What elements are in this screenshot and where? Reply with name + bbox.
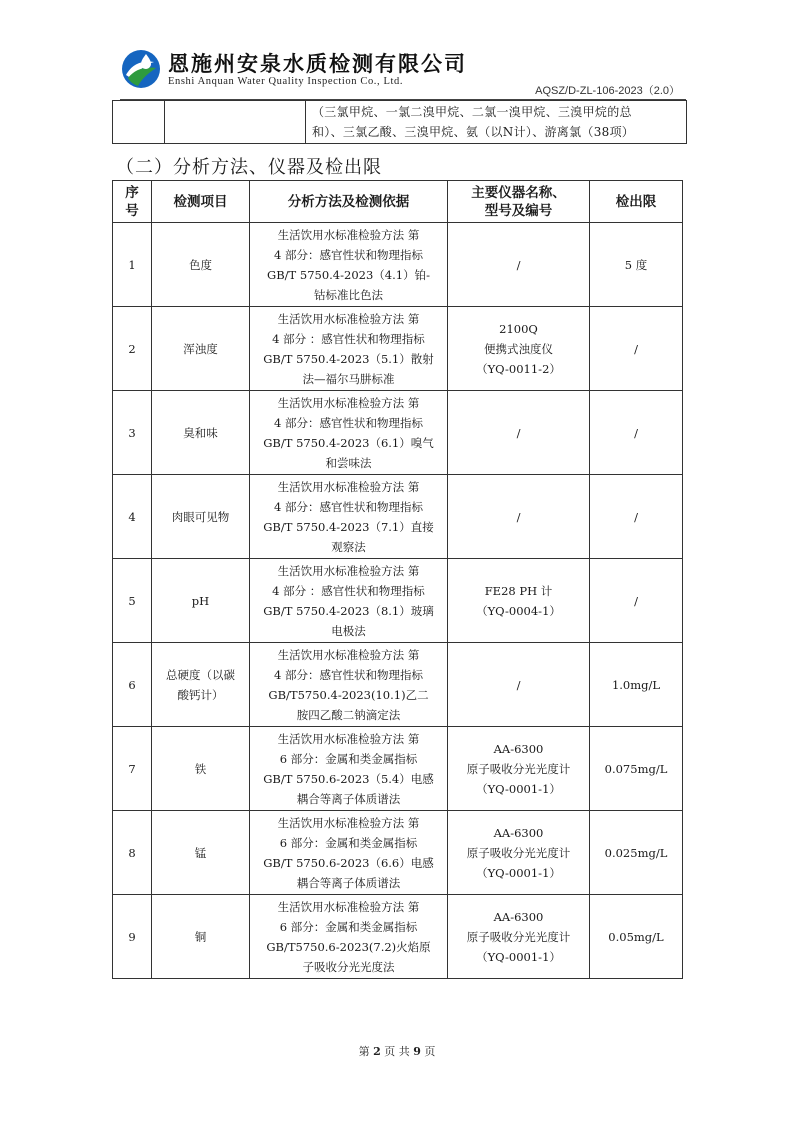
- instrument-line: AA-6300: [493, 825, 544, 840]
- header-method: 分析方法及检测依据: [250, 181, 448, 223]
- method-line: 4 部分：感官性状和物理指标: [274, 415, 423, 430]
- footer-suffix: 页: [424, 1045, 436, 1058]
- cell-method: [250, 643, 448, 727]
- instrument-line: 便携式浊度仪: [484, 341, 553, 356]
- cell-instrument: [448, 811, 590, 895]
- method-line: GB/T 5750.4-2023（4.1）铂-: [267, 267, 430, 282]
- method-line: 4 部分：感官性状和物理指标: [274, 499, 423, 514]
- cell-item: pH: [152, 559, 250, 643]
- footer-prefix: 第: [358, 1045, 370, 1058]
- method-line: 生活饮用水标准检验方法 第: [277, 647, 420, 662]
- instrument-line: （YQ-0001-1）: [476, 781, 561, 796]
- table-row: [113, 307, 683, 391]
- cell-limit: /: [590, 307, 683, 391]
- method-line: 6 部分：金属和类金属指标: [279, 835, 418, 850]
- cell-instrument: [448, 475, 590, 559]
- header-limit: 检出限: [590, 181, 683, 223]
- cell-method: [250, 475, 448, 559]
- method-line: 4 部分：感官性状和物理指标: [274, 247, 423, 262]
- method-line: GB/T5750.6-2023(7.2)火焰原: [266, 939, 431, 954]
- instrument-line: （YQ-0001-1）: [476, 949, 561, 964]
- cell-method: [250, 307, 448, 391]
- cell-instrument: [448, 895, 590, 979]
- continuation-cell-empty-2: [165, 101, 306, 144]
- header-no: [113, 181, 152, 223]
- table-row: [113, 811, 683, 895]
- cell-method: [250, 223, 448, 307]
- method-line: 钴标准比色法: [314, 287, 383, 302]
- company-name-cn: 恩施州安泉水质检测有限公司: [168, 51, 467, 76]
- method-line: GB/T5750.4-2023(10.1)乙二: [268, 687, 429, 702]
- cell-method: [250, 391, 448, 475]
- table-row: [113, 895, 683, 979]
- cell-instrument: [448, 727, 590, 811]
- continuation-table: [112, 100, 687, 144]
- cell-item: [152, 643, 250, 727]
- continuation-cell-text: [306, 101, 687, 144]
- table-row: [113, 643, 683, 727]
- instrument-line: 原子吸收分光光度计: [466, 929, 571, 944]
- item-line: 酸钙计）: [177, 687, 224, 702]
- footer-total-pages: 9: [413, 1045, 421, 1058]
- section-title: （二）分析方法、仪器及检出限: [116, 157, 382, 178]
- cell-method: [250, 559, 448, 643]
- method-line: 法—福尔马肼标准: [302, 371, 395, 386]
- table-header-row: [113, 181, 683, 223]
- cell-limit: 0.05mg/L: [590, 895, 683, 979]
- cell-limit: 0.075mg/L: [590, 727, 683, 811]
- instrument-line: （YQ-0004-1）: [476, 603, 561, 618]
- cell-no: 8: [113, 811, 152, 895]
- table-row: [113, 475, 683, 559]
- company-name-en: Enshi Anquan Water Quality Inspection Co., Ltd.: [168, 76, 404, 87]
- method-line: 耦合等离子体质谱法: [296, 875, 401, 890]
- header-instrument-line: 型号及编号: [484, 202, 553, 219]
- method-line: GB/T 5750.6-2023（5.4）电感: [263, 771, 434, 786]
- method-line: GB/T 5750.4-2023（7.1）直接: [263, 519, 434, 534]
- cell-item: 浑浊度: [152, 307, 250, 391]
- method-line: 电极法: [331, 623, 366, 638]
- header-instrument: [448, 181, 590, 223]
- cell-method: [250, 811, 448, 895]
- cell-instrument: [448, 307, 590, 391]
- method-line: 耦合等离子体质谱法: [296, 791, 401, 806]
- instrument-line: /: [516, 677, 521, 692]
- table-row: [113, 727, 683, 811]
- page-header: [120, 46, 686, 98]
- instrument-line: （YQ-0001-1）: [476, 865, 561, 880]
- cell-limit: /: [590, 475, 683, 559]
- method-line: 胺四乙酸二钠滴定法: [296, 707, 401, 722]
- cell-item: 臭和味: [152, 391, 250, 475]
- cell-no: 5: [113, 559, 152, 643]
- instrument-line: 原子吸收分光光度计: [466, 761, 571, 776]
- method-line: 和尝味法: [325, 455, 372, 470]
- cell-no: 6: [113, 643, 152, 727]
- method-line: 生活饮用水标准检验方法 第: [277, 479, 420, 494]
- method-line: 观察法: [331, 539, 366, 554]
- instrument-line: 2100Q: [499, 321, 538, 336]
- continuation-cell-empty-1: [113, 101, 165, 144]
- cell-method: [250, 895, 448, 979]
- cell-no: 2: [113, 307, 152, 391]
- cell-item: 铁: [152, 727, 250, 811]
- cell-limit: /: [590, 559, 683, 643]
- continuation-row: [113, 101, 687, 144]
- cell-limit: 5 度: [590, 223, 683, 307]
- cell-item: 锰: [152, 811, 250, 895]
- table-row: [113, 391, 683, 475]
- cell-limit: /: [590, 391, 683, 475]
- cell-method: [250, 727, 448, 811]
- header-no-line: 号: [125, 202, 139, 219]
- continuation-line: （三氯甲烷、一氯二溴甲烷、二氯一溴甲烷、三溴甲烷的总: [312, 105, 632, 119]
- table-row: [113, 559, 683, 643]
- footer-page-number: 2: [373, 1045, 381, 1058]
- header-item: 检测项目: [152, 181, 250, 223]
- cell-no: 3: [113, 391, 152, 475]
- instrument-line: AA-6300: [493, 741, 544, 756]
- cell-item: 铜: [152, 895, 250, 979]
- method-line: GB/T 5750.4-2023（6.1）嗅气: [263, 435, 434, 450]
- method-line: GB/T 5750.4-2023（8.1）玻璃: [263, 603, 434, 618]
- instrument-line: FE28 PH 计: [484, 583, 553, 598]
- method-line: 生活饮用水标准检验方法 第: [277, 815, 420, 830]
- header-no-line: 序: [125, 184, 139, 201]
- method-line: GB/T 5750.4-2023（5.1）散射: [263, 351, 434, 366]
- method-line: 生活饮用水标准检验方法 第: [277, 227, 420, 242]
- instrument-line: AA-6300: [493, 909, 544, 924]
- instrument-line: （YQ-0011-2）: [476, 361, 561, 376]
- cell-limit: 0.025mg/L: [590, 811, 683, 895]
- cell-instrument: [448, 223, 590, 307]
- method-line: 6 部分：金属和类金属指标: [279, 751, 418, 766]
- cell-item: 色度: [152, 223, 250, 307]
- water-drop-logo-icon: [120, 48, 162, 90]
- instrument-line: /: [516, 257, 521, 272]
- method-line: 生活饮用水标准检验方法 第: [277, 311, 420, 326]
- page-footer: [0, 1043, 794, 1059]
- method-line: 4 部分 ：感官性状和物理指标: [272, 331, 425, 346]
- instrument-line: /: [516, 425, 521, 440]
- header-instrument-line: 主要仪器名称、: [471, 184, 566, 201]
- cell-limit: 1.0mg/L: [590, 643, 683, 727]
- cell-no: 4: [113, 475, 152, 559]
- methods-table: [112, 180, 683, 979]
- cell-instrument: [448, 391, 590, 475]
- cell-no: 1: [113, 223, 152, 307]
- continuation-line: 和）、三氯乙酸、三溴甲烷、氨（以N计）、游离氯（38项）: [312, 125, 635, 139]
- cell-instrument: [448, 643, 590, 727]
- method-line: 生活饮用水标准检验方法 第: [277, 731, 420, 746]
- footer-middle: 页 共: [384, 1045, 410, 1058]
- instrument-line: 原子吸收分光光度计: [466, 845, 571, 860]
- method-line: 生活饮用水标准检验方法 第: [277, 563, 420, 578]
- cell-instrument: [448, 559, 590, 643]
- method-line: 生活饮用水标准检验方法 第: [277, 899, 420, 914]
- document-code: AQSZ/D-ZL-106-2023（2.0）: [535, 85, 680, 97]
- item-line: 总硬度（以碳: [166, 667, 235, 682]
- method-line: 4 部分 ：感官性状和物理指标: [272, 583, 425, 598]
- method-line: 6 部分：金属和类金属指标: [279, 919, 418, 934]
- cell-no: 9: [113, 895, 152, 979]
- cell-item: 肉眼可见物: [152, 475, 250, 559]
- cell-no: 7: [113, 727, 152, 811]
- method-line: GB/T 5750.6-2023（6.6）电感: [263, 855, 434, 870]
- table-row: [113, 223, 683, 307]
- method-line: 4 部分：感官性状和物理指标: [274, 667, 423, 682]
- instrument-line: /: [516, 509, 521, 524]
- method-line: 子吸收分光光度法: [302, 959, 395, 974]
- method-line: 生活饮用水标准检验方法 第: [277, 395, 420, 410]
